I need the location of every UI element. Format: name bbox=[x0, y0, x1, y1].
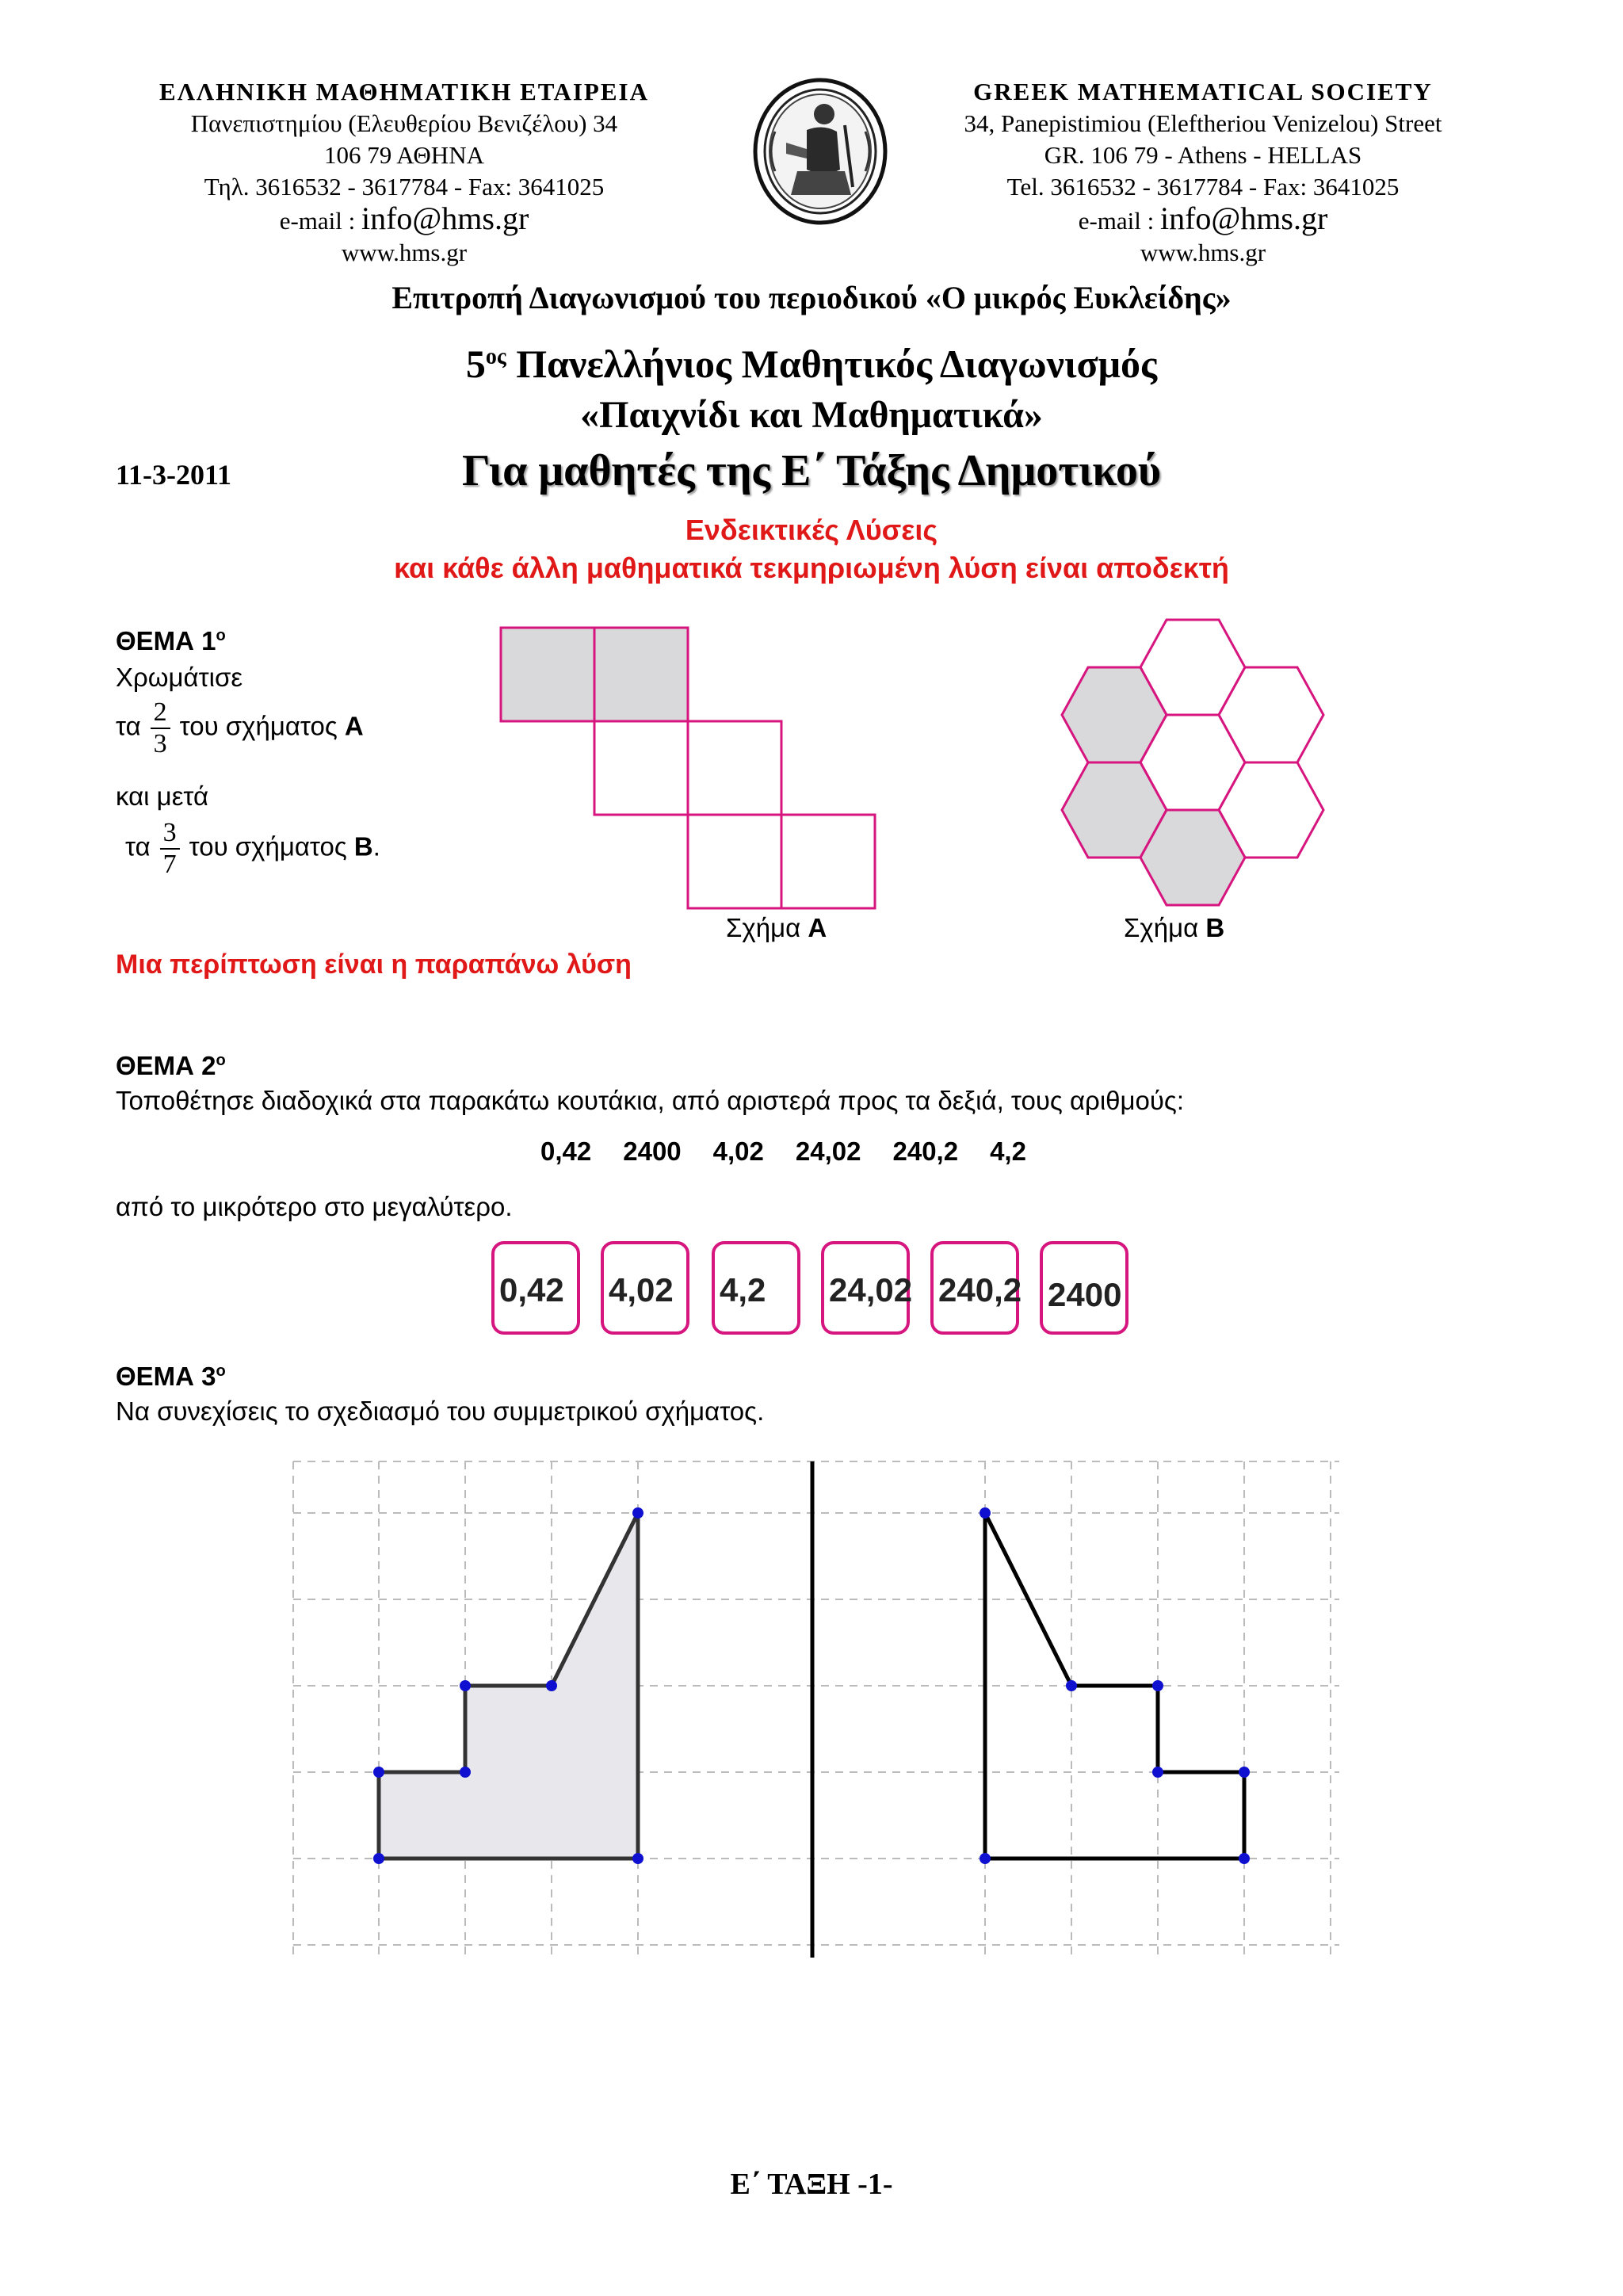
header-right bbox=[902, 76, 1504, 269]
q2-number: 4,02 bbox=[712, 1137, 764, 1166]
q2-title: ΘΕΜΑ $2^o$ bbox=[116, 1051, 226, 1080]
contest-name: Πανελλήνιος Μαθητικός Διαγωνισμός bbox=[506, 342, 1158, 386]
shape-a-caption: Σχήμα Α bbox=[726, 913, 827, 942]
email-label-gr: e-mail : bbox=[279, 207, 361, 235]
answer-box-6[interactable]: 2400 bbox=[1040, 1241, 1128, 1335]
q1-title: ΘΕΜΑ $1^o$ bbox=[116, 626, 226, 655]
header-left bbox=[103, 76, 705, 269]
q2-number: 0,42 bbox=[540, 1137, 592, 1166]
solutions-title: Ενδεικτικές Λύσεις bbox=[685, 514, 938, 546]
contest-number: 5 bbox=[465, 342, 486, 386]
org-name-en: GREEK MATHEMATICAL SOCIETY bbox=[973, 78, 1433, 105]
phone-en: Tel. 3616532 - 3617784 - Fax: 3641025 bbox=[1006, 173, 1400, 201]
answer-box-2[interactable]: 4,02 bbox=[601, 1241, 689, 1335]
grade-title: Για μαθητές της Ε΄ Τάξης Δημοτικού bbox=[462, 446, 1161, 495]
phone-gr: Τηλ. 3616532 - 3617784 - Fax: 3641025 bbox=[204, 173, 605, 201]
shape-b-caption: Σχήμα Β bbox=[1124, 913, 1225, 942]
solutions-note: και κάθε άλλη μαθηματικά τεκμηριωμένη λύση είναι αποδεκτή bbox=[394, 552, 1229, 584]
contest-subtitle: «Παιχνίδι και Μαθηματικά» bbox=[580, 394, 1043, 436]
shape-a-square-5 bbox=[688, 815, 781, 908]
email-link-gr[interactable]: info@hms.gr bbox=[361, 201, 529, 236]
city-en: GR. 106 79 - Athens - HELLAS bbox=[1044, 141, 1362, 169]
shape-a-square-2 bbox=[594, 628, 688, 721]
email-link-en[interactable]: info@hms.gr bbox=[1160, 201, 1328, 236]
q2-number: 24,02 bbox=[795, 1137, 861, 1166]
q2-number: 2400 bbox=[623, 1137, 682, 1166]
website-gr[interactable]: www.hms.gr bbox=[341, 239, 468, 266]
address-gr: Πανεπιστημίου (Ελευθερίου Βενιζέλου) 34 bbox=[190, 109, 618, 137]
shape-a-square-1 bbox=[501, 628, 594, 721]
website-en[interactable]: www.hms.gr bbox=[1140, 239, 1266, 266]
shape-a-square-6 bbox=[781, 815, 875, 908]
q2-instruction: Τοποθέτησε διαδοχικά στα παρακάτω κουτάκια, από αριστερά προς τα δεξιά, τους αριθμούς: bbox=[116, 1086, 1184, 1115]
q2-order-text: από το μικρότερο στο μεγαλύτερο. bbox=[116, 1192, 513, 1221]
q2-number: 4,2 bbox=[990, 1137, 1026, 1166]
grid-lines bbox=[293, 1461, 1339, 1961]
q1-fraction-line-a: τα $\frac{2}{3}$ του σχήματος Α bbox=[116, 697, 364, 758]
committee-line: Επιτροπή Διαγωνισμού του περιοδικού «Ο μικρός Ευκλείδης» bbox=[391, 280, 1232, 315]
org-name-gr: ΕΛΛΗΝΙΚΗ ΜΑΘΗΜΑΤΙΚΗ ΕΤΑΙΡΕΙΑ bbox=[159, 78, 649, 105]
address-en: 34, Panepistimiou (Eleftheriou Venizelou) Street bbox=[964, 109, 1442, 137]
original-shape bbox=[379, 1513, 638, 1859]
q2-number: 240,2 bbox=[892, 1137, 959, 1166]
answer-box-4[interactable]: 24,02 bbox=[821, 1241, 910, 1335]
answer-box-5[interactable]: 240,2 bbox=[930, 1241, 1019, 1335]
q1-instruction-then: και μετά bbox=[116, 781, 209, 811]
city-gr: 106 79 ΑΘΗΝΑ bbox=[324, 141, 484, 169]
q3-title: ΘΕΜΑ $3^o$ bbox=[116, 1362, 226, 1391]
contest-title bbox=[0, 341, 1623, 387]
page-footer: Ε΄ ΤΑΞΗ -1- bbox=[730, 2168, 893, 2201]
email-label-en: e-mail : bbox=[1078, 207, 1160, 235]
shape-a-square-3 bbox=[594, 721, 688, 815]
fraction-two-thirds: $\frac{2}{3}$ bbox=[151, 697, 170, 759]
answer-box-3[interactable]: 4,2 bbox=[712, 1241, 800, 1335]
contest-ordinal: ος bbox=[485, 344, 506, 369]
q3-instruction: Να συνεχίσεις το σχεδιασμό του συμμετρικού σχήματος. bbox=[116, 1396, 765, 1426]
shape-b-figure bbox=[1046, 618, 1347, 911]
q2-number-list bbox=[540, 1137, 1026, 1167]
symmetry-grid-figure bbox=[285, 1450, 1347, 1973]
shape-a-square-4 bbox=[688, 721, 781, 815]
fraction-three-sevenths: $\frac{3}{7}$ bbox=[160, 818, 180, 880]
exam-date: 11-3-2011 bbox=[116, 459, 232, 491]
shape-a-figure bbox=[491, 618, 888, 919]
q1-fraction-line-b: τα $\frac{3}{7}$ του σχήματος Β. bbox=[125, 818, 380, 879]
answer-box-1[interactable]: 0,42 bbox=[491, 1241, 580, 1335]
society-seal-logo bbox=[751, 76, 889, 227]
q1-instruction-color: Χρωμάτισε bbox=[116, 663, 243, 692]
q1-answer-note: Μια περίπτωση είναι η παραπάνω λύση bbox=[116, 949, 632, 980]
